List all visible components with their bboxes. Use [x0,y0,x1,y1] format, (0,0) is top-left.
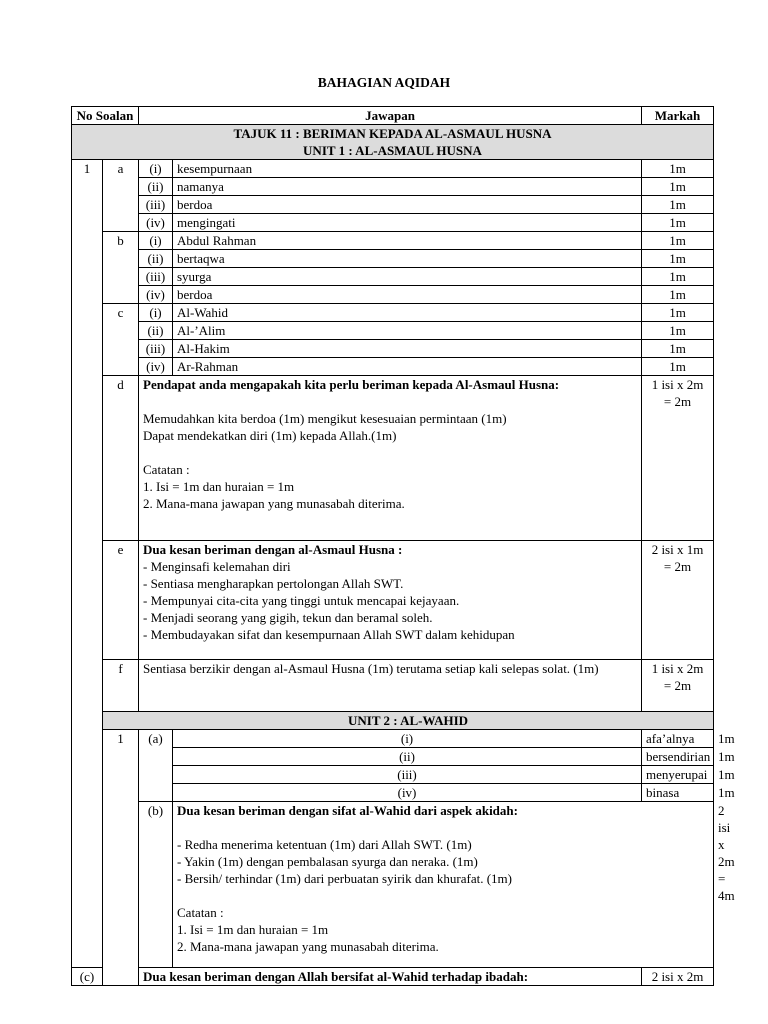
roman-numeral: (iii) [139,196,173,214]
table-row [72,541,714,660]
mark-value: 1m [642,160,714,178]
mark-block [642,376,714,541]
mark-value: 1m [642,304,714,322]
mark-value: 1m [642,250,714,268]
roman-numeral: (iv) [173,784,642,802]
answer-text: Al-Hakim [173,340,642,358]
roman-numeral: (i) [173,730,642,748]
table-row: 1 (a) (i) afa’alnya 1m [72,730,714,748]
roman-numeral: (i) [139,160,173,178]
table-row [72,660,714,712]
table-row [72,268,714,286]
table-row [72,178,714,196]
list-item: - Yakin (1m) dengan pembalasan syurga dan neraka. (1m) [177,854,478,869]
roman-numeral: (iv) [139,214,173,232]
mark-total: = 2m [663,559,692,574]
roman-numeral: (ii) [139,178,173,196]
part-label: (a) [139,730,173,802]
header-no-soalan: No Soalan [72,107,139,125]
roman-numeral: (ii) [139,250,173,268]
mark-total: = 2m [663,394,692,409]
answer-line: Dapat mendekatkan diri (1m) kepada Allah.(1m) [143,428,397,443]
part-label: e [103,541,139,660]
part-label: f [103,660,139,712]
table-row [72,214,714,232]
roman-numeral: (iv) [139,286,173,304]
mark-value: 1m [642,196,714,214]
table-row [72,376,714,541]
answer-text: namanya [173,178,642,196]
answer-text: Abdul Rahman [173,232,642,250]
part-label: a [103,160,139,232]
table-row [72,286,714,304]
roman-numeral: (ii) [173,748,642,766]
note-line: 1. Isi = 1m dan huraian = 1m [177,922,329,937]
note-line: 1. Isi = 1m dan huraian = 1m [143,479,295,494]
roman-numeral: (ii) [139,322,173,340]
mark-block [642,541,714,660]
mark-value: 1m [642,358,714,376]
roman-numeral: (i) [139,304,173,322]
table-row: (ii) bersendirian 1m [72,748,714,766]
answer-text: bertaqwa [173,250,642,268]
note-line: 2. Mana-mana jawapan yang munasabah diterima. [177,939,439,954]
answer-text: syurga [173,268,642,286]
table-header-row [72,107,714,125]
roman-numeral: (iv) [139,358,173,376]
page-title: BAHAGIAN AQIDAH [317,75,451,90]
answer-text: kesempurnaan [173,160,642,178]
mark-value: 2 isi x 2m [642,968,714,986]
roman-numeral: (iii) [173,766,642,784]
part-label: c [103,304,139,376]
table-row: (iii) menyerupai 1m [72,766,714,784]
roman-numeral: (i) [139,232,173,250]
mark-value: 1m [642,340,714,358]
table-row: (iv) binasa 1m [72,784,714,802]
answer-text: menyerupai [642,766,714,784]
mark-block [642,660,714,712]
part-label: b [103,232,139,304]
mark-value: 1m [642,322,714,340]
answer-block [139,376,642,541]
mark-value: 1 isi x 2m [651,377,704,392]
list-item: - Menginsafi kelemahan diri [143,559,291,574]
answer-text: Al-’Alim [173,322,642,340]
answer-block [173,802,714,968]
header-jawapan: Jawapan [139,107,642,125]
list-item: - Sentiasa mengharapkan pertolongan Allah SWT. [143,576,404,591]
note-title: Catatan : [143,462,190,477]
table-row [72,304,714,322]
answer-scheme-table [71,106,735,986]
roman-numeral: (iii) [139,268,173,286]
part-label: (b) [139,802,173,968]
list-item: - Mempunyai cita-cita yang tinggi untuk mencapai kejayaan. [143,593,460,608]
question-text: Dua kesan beriman dengan Allah bersifat al-Wahid terhadap ibadah: [139,968,642,986]
table-row [72,196,714,214]
tajuk-title: TAJUK 11 : BERIMAN KEPADA AL-ASMAUL HUSNA [233,126,552,141]
answer-line: Memudahkan kita berdoa (1m) mengikut kesesuaian permintaan (1m) [143,411,507,426]
question-number: 1 [103,730,139,986]
mark-value: 1m [642,178,714,196]
note-line: 2. Mana-mana jawapan yang munasabah diterima. [143,496,405,511]
table-row: (b) Dua kesan beriman dengan sifat al-Wahid dari aspek akidah: - Redha menerima ketentuan (1m) dari Allah SWT. (1m) - Yakin (1m) dengan pembalasan syurga dan neraka. (1m) - Bersih/ terhindar (1m) dari perbuatan syirik dan khurafat. (1m) Catatan : 1. Isi = 1m dan huraian = 1m 2. Mana-mana jawapan yang munasabah diterima. 2 isi x 2m = 4m [72,802,714,968]
mark-value: 1m [642,286,714,304]
question-text: Dua kesan beriman dengan al-Asmaul Husna : [143,542,403,557]
list-item: - Bersih/ terhindar (1m) dari perbuatan syirik dan khurafat. (1m) [177,871,512,886]
mark-value: 1m [642,214,714,232]
answer-text: afa’alnya [642,730,714,748]
table-row [72,358,714,376]
tajuk-section-row [72,125,714,160]
part-label: d [103,376,139,541]
list-item: - Menjadi seorang yang gigih, tekun dan beramal soleh. [143,610,433,625]
table-row [72,160,714,178]
table-row [72,250,714,268]
question-number: 1 [72,160,103,968]
answer-text: bersendirian [642,748,714,766]
roman-numeral: (iii) [139,340,173,358]
mark-value: 1m [642,268,714,286]
mark-value: 1 isi x 2m [651,661,704,676]
table-row [72,322,714,340]
answer-text: binasa [642,784,714,802]
unit2-section-row [72,712,714,730]
mark-value: 1m [642,232,714,250]
answer-text: Sentiasa berzikir dengan al-Asmaul Husna (1m) terutama setiap kali selepas solat. (1m) [139,660,642,712]
answer-text: berdoa [173,196,642,214]
question-text: Dua kesan beriman dengan sifat al-Wahid dari aspek akidah: [177,803,518,818]
mark-total: = 2m [663,678,692,693]
table-row [72,340,714,358]
answer-text: mengingati [173,214,642,232]
note-title: Catatan : [177,905,224,920]
table-row [72,968,714,986]
list-item: - Redha menerima ketentuan (1m) dari Allah SWT. (1m) [177,837,472,852]
question-text: Pendapat anda mengapakah kita perlu beriman kepada Al-Asmaul Husna: [143,377,560,392]
mark-value: 2 isi x 1m [651,542,704,557]
answer-text: Al-Wahid [173,304,642,322]
answer-block [139,541,642,660]
header-markah: Markah [642,107,714,125]
answer-text: Ar-Rahman [173,358,642,376]
unit1-title: UNIT 1 : AL-ASMAUL HUSNA [303,143,482,158]
list-item: - Membudayakan sifat dan kesempurnaan Allah SWT dalam kehidupan [143,627,515,642]
table-row [72,232,714,250]
unit2-title: UNIT 2 : AL-WAHID [103,712,714,730]
part-label: (c) [72,968,103,986]
answer-text: berdoa [173,286,642,304]
